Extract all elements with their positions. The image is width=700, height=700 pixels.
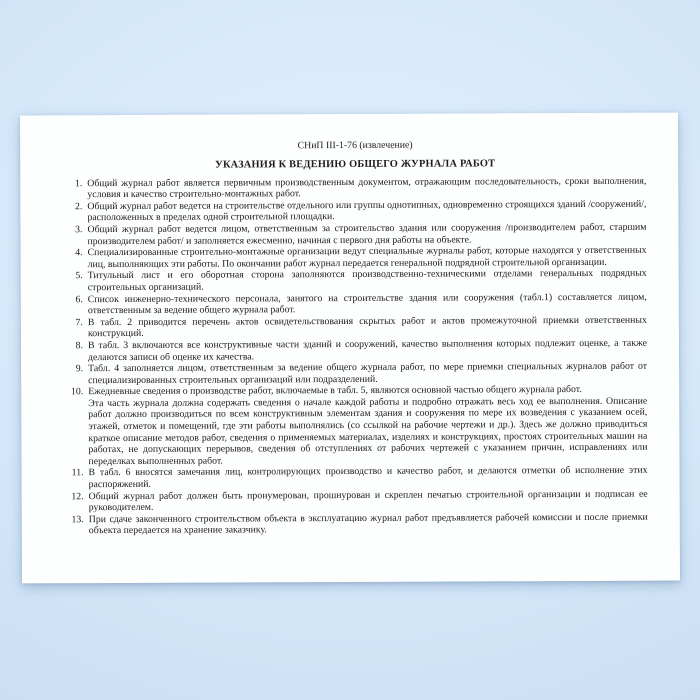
item-number: 2. [74, 200, 83, 212]
item-number: 12. [71, 490, 84, 502]
instructions-list [64, 175, 648, 537]
item-text: Общий журнал работ является первичным производственным документом, отражающим последовательность, сроки выполнения, условия и качество строительно-монтажных работ. [87, 175, 647, 201]
item-text: Общий журнал работ ведется лицом, ответственным за строительство здания или сооружения /производителем работ, старшим производителем работ/ и заполняется ежесменно, начиная с первого дня работы на объекте. [87, 221, 647, 247]
document-title: УКАЗАНИЯ К ВЕДЕНИЮ ОБЩЕГО ЖУРНАЛА РАБОТ [215, 157, 496, 171]
item-number: 10. [70, 386, 84, 398]
list-item-11 [66, 465, 648, 491]
item-number: 1. [74, 177, 83, 189]
list-item-2 [64, 198, 646, 224]
list-item-13 [66, 512, 648, 538]
list-item-4 [65, 245, 647, 271]
item-text: Титульный лист и его оборотная сторона заполняются производственно-техническими отделами генеральных подрядных строительных организаций. [87, 268, 647, 294]
list-item-6 [65, 291, 647, 317]
item-text-continuation: Эта часть журнала должна содержать сведения о начале каждой работы и подробно отражать весь ход ее выполнения. Описание работ должно производиться по всем конструктивным элементам здания и сооружения по мере их возведения с указанием осей, этажей, отметок и помещений, где эти работы выполнялись (со ссылкой на рабочие чертежи и др.). Здесь же должно приводиться краткое описание методов работ, сведения о применяемых материалах, изделиях и конструкциях, простоях строительных машин на работах, не допускающих перерывов, сведения об отступлениях от рабочих чертежей с указанием причин, исправлениях или переделках выполненных работ. [88, 395, 648, 467]
item-text: В табл. 3 включаются все конструктивные части зданий и сооружений, качество выполнения которых подлежит оценке, а также делаются записи об оценке их качества. [87, 337, 648, 363]
item-number: 9. [75, 363, 84, 375]
item-text: В табл. 2 приводится перечень актов освидетельствования скрытых работ и актов промежуточной приемки ответственных конструкций. [87, 314, 647, 340]
list-item-7 [65, 314, 647, 340]
document-page [20, 113, 680, 584]
item-number: 7. [75, 316, 83, 328]
item-number: 3. [75, 224, 83, 236]
item-number: 8. [75, 340, 84, 352]
list-item-5 [65, 268, 647, 294]
item-text: Список инженерно-технического персонала, занятого на строительстве здания или сооружения (табл.1) составляется лицом, ответственным за ведение общего журнала работ. [87, 291, 647, 317]
document-subtitle: СНиП III-1-76 (извлечение) [297, 139, 413, 152]
item-text: Общий журнал работ ведется на строительстве отдельного или группы однотипных, одновременно строящихся зданий /сооружений/, расположенных в пределах одной строительной площадки. [87, 198, 647, 224]
item-number: 4. [75, 247, 83, 259]
list-item-10 [65, 384, 647, 468]
list-item-1 [64, 175, 646, 201]
item-text: Табл. 4 заполняется лицом, ответственным за ведение общего журнала работ, по мере приемки специальных журналов работ от специализированных строительных организаций или подразделений. [88, 360, 648, 386]
list-item-3 [64, 222, 646, 248]
item-text: Общий журнал работ должен быть пронумерован, прошнурован и скреплен печатью строительной организации и подписан ее руководителем. [88, 488, 648, 514]
item-number: 5. [75, 270, 83, 282]
item-text-lead: Ежедневные сведения о производстве работ, включаемые в табл. 5, являются основной частью общего журнала работ. [88, 384, 582, 398]
list-item-8 [65, 338, 647, 364]
list-item-9 [65, 361, 647, 387]
list-item-12 [66, 488, 648, 514]
item-number: 6. [75, 293, 83, 305]
item-text: В табл. 6 вносятся замечания лиц, контролирующих производство и качество работ, и делаются отметки об исполнение этих распоряжений. [88, 465, 648, 491]
item-number: 13. [71, 513, 84, 526]
item-number: 11. [71, 467, 84, 479]
item-text: Специализированные строительно-монтажные организации ведут специальные журналы работ, которые находятся у ответственных лиц, выполняющих эти работы. По окончании работ журнал передается генеральной подрядной строительной организации. [87, 244, 647, 270]
item-text: При сдаче законченного строительством объекта в эксплуатацию журнал работ предъявляется рабочей комиссии и после приемки объекта передается на хранение заказчику. [88, 511, 648, 537]
item-text [88, 384, 647, 468]
